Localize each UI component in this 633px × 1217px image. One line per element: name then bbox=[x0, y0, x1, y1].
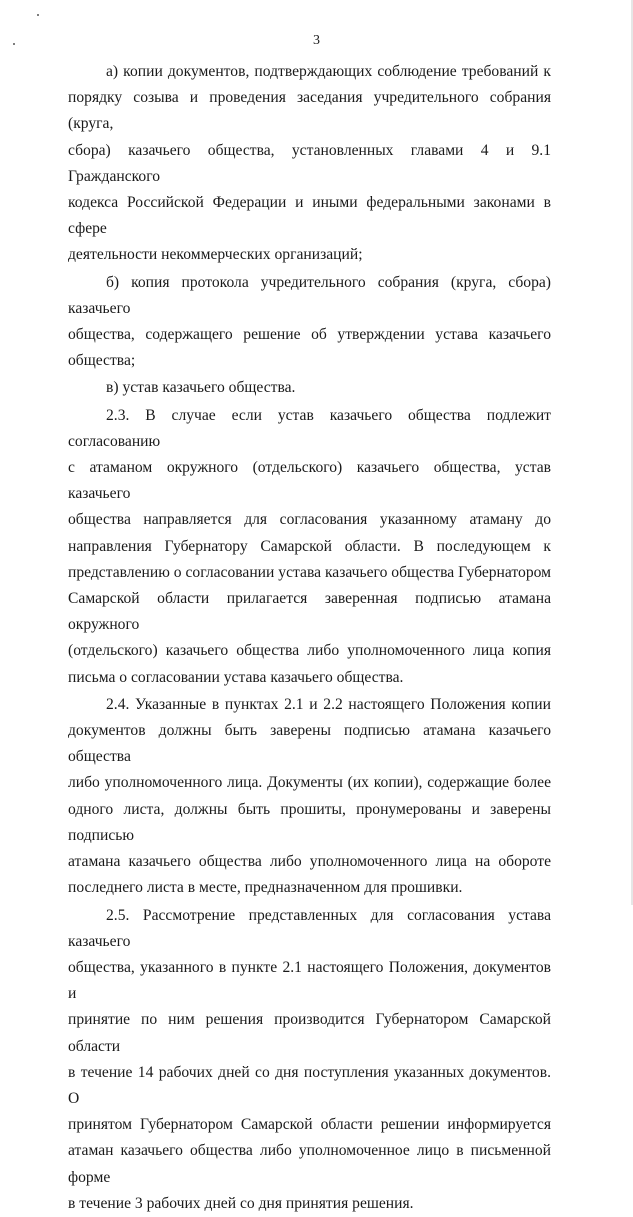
text-line: одного листа, должны быть прошиты, пронумерованы и заверены подписью bbox=[68, 800, 551, 844]
scan-speck bbox=[37, 14, 39, 16]
text-line: либо уполномоченного лица. Документы (их копии), содержащие более bbox=[68, 774, 551, 792]
text-line: документов должны быть заверены подписью атамана казачьего общества bbox=[68, 722, 551, 766]
text-line: кодекса Российской Федерации и иными федеральными законами в сфере bbox=[68, 194, 551, 238]
document-body bbox=[68, 59, 551, 1217]
text-line: с атаманом окружного (отдельского) казачьего общества, устав казачьего bbox=[68, 459, 551, 503]
text-line: направления Губернатору Самарской области. В последующем к bbox=[68, 537, 551, 555]
paragraph-a bbox=[68, 59, 551, 269]
text-line: последнего листа в месте, предназначенном для прошивки. bbox=[68, 879, 463, 897]
text-line: представлению о согласовании устава казачьего общества Губернатором bbox=[68, 563, 551, 581]
text-line: а) копии документов, подтверждающих соблюдение требований к bbox=[106, 63, 551, 80]
text-line: общества направляется для согласования указанному атаману до bbox=[68, 511, 551, 529]
paragraph-p2-3 bbox=[68, 403, 551, 691]
paragraph-v bbox=[68, 375, 551, 401]
text-line: порядку созыва и проведения заседания учредительного собрания (круга, bbox=[68, 89, 551, 133]
text-line: общества, содержащего решение об утверждении устава казачьего bbox=[68, 326, 551, 344]
page-number: 3 bbox=[313, 33, 320, 48]
text-line: 2.3. В случае если устав казачьего общества подлежит согласованию bbox=[68, 406, 551, 450]
paragraph-p2-5 bbox=[68, 903, 551, 1217]
text-line: письма о согласовании устава казачьего общества. bbox=[68, 668, 404, 686]
text-line: общества, указанного в пункте 2.1 настоящего Положения, документов и bbox=[68, 958, 551, 1003]
text-line: в) устав казачьего общества. bbox=[106, 379, 296, 397]
text-line: (отдельского) казачьего общества либо уполномоченного лица копия bbox=[68, 642, 551, 660]
text-line: принятом Губернатором Самарской области решении информируется bbox=[68, 1116, 551, 1134]
text-line: принятие по ним решения производится Губернатором Самарской области bbox=[68, 1011, 551, 1055]
text-line: атаман казачьего общества либо уполномоченное лицо в письменной форме bbox=[68, 1142, 551, 1186]
text-line: сбора) казачьего общества, установленных главами 4 и 9.1 Гражданского bbox=[68, 141, 551, 185]
text-line: деятельности некоммерческих организаций; bbox=[68, 246, 363, 264]
text-line: в течение 14 рабочих дней со дня поступления указанных документов. О bbox=[68, 1063, 551, 1107]
paragraph-p2-4 bbox=[68, 692, 551, 902]
paragraph-b bbox=[68, 270, 551, 375]
text-line: Самарской области прилагается заверенная подписью атамана окружного bbox=[68, 590, 551, 634]
text-line: 2.5. Рассмотрение представленных для согласования устава казачьего bbox=[68, 906, 551, 950]
text-line: 2.4. Указанные в пунктах 2.1 и 2.2 настоящего Положения копии bbox=[106, 695, 551, 713]
text-line: общества; bbox=[68, 352, 136, 370]
text-line: атамана казачьего общества либо уполномоченного лица на обороте bbox=[68, 853, 551, 871]
text-line: б) копия протокола учредительного собрания (круга, сбора) казачьего bbox=[68, 273, 551, 317]
text-line: в течение 3 рабочих дней со дня принятия решения. bbox=[68, 1194, 414, 1212]
